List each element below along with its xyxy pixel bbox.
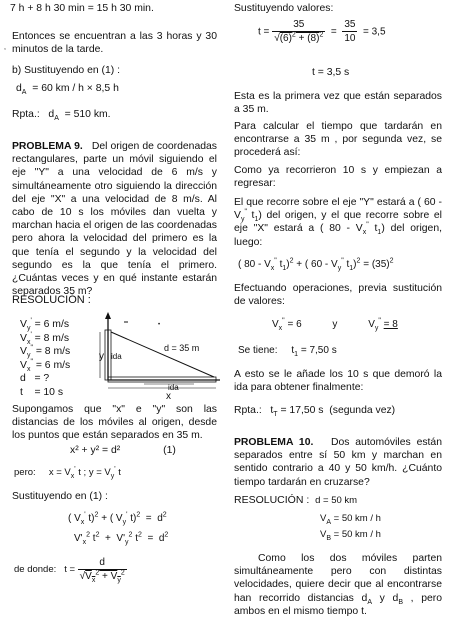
var-vy2: = 8 m/s [35,346,71,357]
dA-equation: $d_A = 60$ km / h × 8,5 h [16,83,119,97]
resolucion-10 [234,494,357,507]
time-sum-line: 7 h + 8 h 30 min = 15 h 30 min. [10,3,154,14]
rpta-value: = 510 km. [64,109,111,120]
diagram-ida-vertical: ida [111,352,122,361]
t-result: t = 3,5 s [312,67,350,78]
var-vx1: = 8 m/s [34,332,70,344]
resolucion-10-heading: RESOLUCIÓN : [234,494,310,506]
problem-10-title: PROBLEMA 10. [234,437,314,448]
margin-mark-1: , [4,44,6,51]
var-vx2: = 6 m/s [35,359,71,371]
t-equals-right: t = [258,26,270,38]
var-vy1: = 6 m/s [34,319,70,330]
t1-result: Se tiene: $t_1 = 7,50$ s [238,345,337,358]
margin-mark-2: • [158,322,161,328]
t-fraction-numerator: d [78,556,127,570]
t-fraction-2-numerator: 35 [342,18,357,32]
dA-equation-text: = 60 km / h × 8,5 h [32,83,119,94]
dedonde-label: de donde: [14,564,57,576]
t-fraction-2-denominator: 10 [344,33,356,45]
t-value-equation: t = $\frac{35}{√(6)^2 + (8)^2}$ = $\frac{35}{10}$ = 3,5 [258,19,386,45]
y-connector: y [332,319,338,330]
rpta-dA: Rpta.: $d_A = 510$ km. [12,109,111,123]
rpta-right-label: Rpta.: [234,405,262,416]
t1-value: = 7,50 s [300,345,337,356]
como-paragraph: Como ya recorrieron 10 s y empiezan a regresar: [234,165,442,190]
t-equals: t = [64,564,76,576]
t-fraction [78,556,127,583]
el-que-3: del origen, luego: [234,223,442,248]
problem-9-statement [12,140,217,298]
sustituyendo-1: Sustituyendo en (1) : [12,491,108,502]
diagram-x-label: x [166,391,171,402]
t-fraction-1 [272,18,325,45]
sustituyendo-valores: Sustituyendo valores: [234,3,334,14]
substituted-eq-1: ( $V_x'$ t)$^2$ + ( $V_y'$ $t)^2 = d^2$ [68,511,167,526]
vy-value: = 8 [383,319,398,330]
problem-9-title: PROBLEMA 9. [12,141,83,152]
segunda-vez-label: (segunda vez) [329,405,396,416]
pero-equations: pero: $x = V_x'$ t ; $y = V_y'$ t [14,465,121,480]
part-b-label: b) Sustituyendo en (1) : [12,65,121,76]
second-equation: ( $80 - V_x^"$ $t_1)^2$ + ( $60 - V_y^"$ $t_1)^2 = (35)^2$ [238,257,394,272]
given-variables: $V_y' = 6$ m/s $V_x' = 8$ m/s $V_y^" = 8$ m/s $V_x^" = 6$ m/s d = ? t = 10 s [20,317,71,398]
como-dos-3: t. [361,605,367,617]
t-fraction-1-numerator: 35 [272,18,325,32]
var-t: = 10 s [34,386,64,398]
vb-line: $V_B = 50$ km / h [320,529,381,542]
d-value: d = 50 km [315,495,358,506]
t-fraction-2 [342,18,357,45]
tT-value: = 17,50 s [280,405,324,416]
t-equation-result: = 3,5 [363,26,386,38]
se-tiene-label: Se tiene: [238,345,278,356]
t-formula [14,556,127,583]
problem-10-text: Dos automóviles están separados entre sí 50 km y marchan en sentido contrario a 40 y 50 km/h. ¿Cuánto tiempo tardarán en cruzarse? [234,437,442,488]
primera-vez-paragraph: Esta es la primera vez que están separados a 35 m. [234,91,442,116]
entonces-paragraph: Entonces se encuentran a las 3 horas y 30 minutos de la tarde. [12,31,217,56]
como-dos-paragraph: Como los dos móviles parten simultáneamente pero con distintas velocidades, quiere decir que al encontrarse han recorrido distancias $d_A$ y $d_B$ , pero ambos en el mismo tiempo t. [234,553,442,617]
resolucion-heading: RESOLUCIÓN : [12,294,91,306]
y-axis-arrow [105,312,111,319]
el-que-1: El que recorre sobre el eje "Y" estará a ( 60 - V [234,197,442,222]
pero-label: pero: [14,467,36,478]
a-esto-paragraph: A esto se le añade los 10 s que demoró la ida para obtener finalmente: [234,369,442,394]
var-d: = ? [34,373,50,384]
x-equation: x = V [48,467,71,478]
equation-1-text: x² + y² = d² [70,445,121,456]
diagram-d-label: d = 35 m [164,343,200,353]
vx-value: = 6 [287,319,302,330]
calcular-paragraph: Para calcular el tiempo que tardarán en encontrarse a 35 m , por segunda vez, se procederá así: [234,121,442,159]
substituted-eq-2: $V'_x^2$ $t^2 + V'_y^2$ $t^2 = d^2$ [74,531,169,546]
el-que-2: del origen, y el que recorre sobre el eje "X" estará a ( 80 - V [234,210,442,235]
problem-10-statement [234,436,442,489]
vx-vy-values: $V_x^" = 6$ y $V_y^" = 8$ [272,317,398,332]
va-line: $V_A = 50$ km / h [320,513,381,526]
diagram-ida-horizontal: ida [168,383,179,392]
supongamos-paragraph: Supongamos que "x" e "y" son las distancias de los móviles al origen, desde los puntos que están separados en 35 m. [12,404,217,442]
t-fraction-denominator: $√V_x^2 + V_y^2$ [79,569,125,585]
y-equation: ; y = V [83,467,111,478]
equation-1 [70,444,176,457]
equation-1-number: (1) [163,445,176,456]
como-dos-1: Como los dos móviles parten simultáneamente pero con distintas velocidades, quiere decir que al encontrarse han recorrido distancias [234,553,442,604]
como-dos-2: pero ambos en el mismo tiempo [234,592,442,617]
rpta-total: Rpta.: $t_T = 17,50$ s (segunda vez) [234,405,396,419]
va-value: = 50 km / h [333,513,381,524]
problem-9-text: Del origen de coordenadas rectangulares, parte un móvil siguiendo el eje "Y" a una velocidad de 6 m/s y simultáneamente otro siguiendo la dirección del eje "X" a una velocidad de 8 m/s. Al cabo de 10 s los móviles dan vuelta y marchan hacia el origen de las coordenadas pero ahora la velocidad del primero es la que tenía el segundo y la velocidad del segundo es la que tenía el primero. ¿Cuántas veces y en qué instante estarán separados 35 m? [12,141,217,298]
rpta-label: Rpta.: [12,109,40,120]
efectuando-paragraph: Efectuando operaciones, previa sustitución de valores: [234,283,442,308]
t-fraction-1-denominator: $√(6)^2 + (8)^2$ [274,31,324,45]
diagram-y-label: y [99,351,104,362]
el-que-recorre-paragraph: El que recorre sobre el eje "Y" estará a ( $60 - V_y^"$ $t_1$) del origen, y el que recorre sobre el eje "X" estará a ( $80 - V_x^"$ $t_1$) del origen, luego: [234,197,442,248]
vb-value: = 50 km / h [333,529,381,540]
